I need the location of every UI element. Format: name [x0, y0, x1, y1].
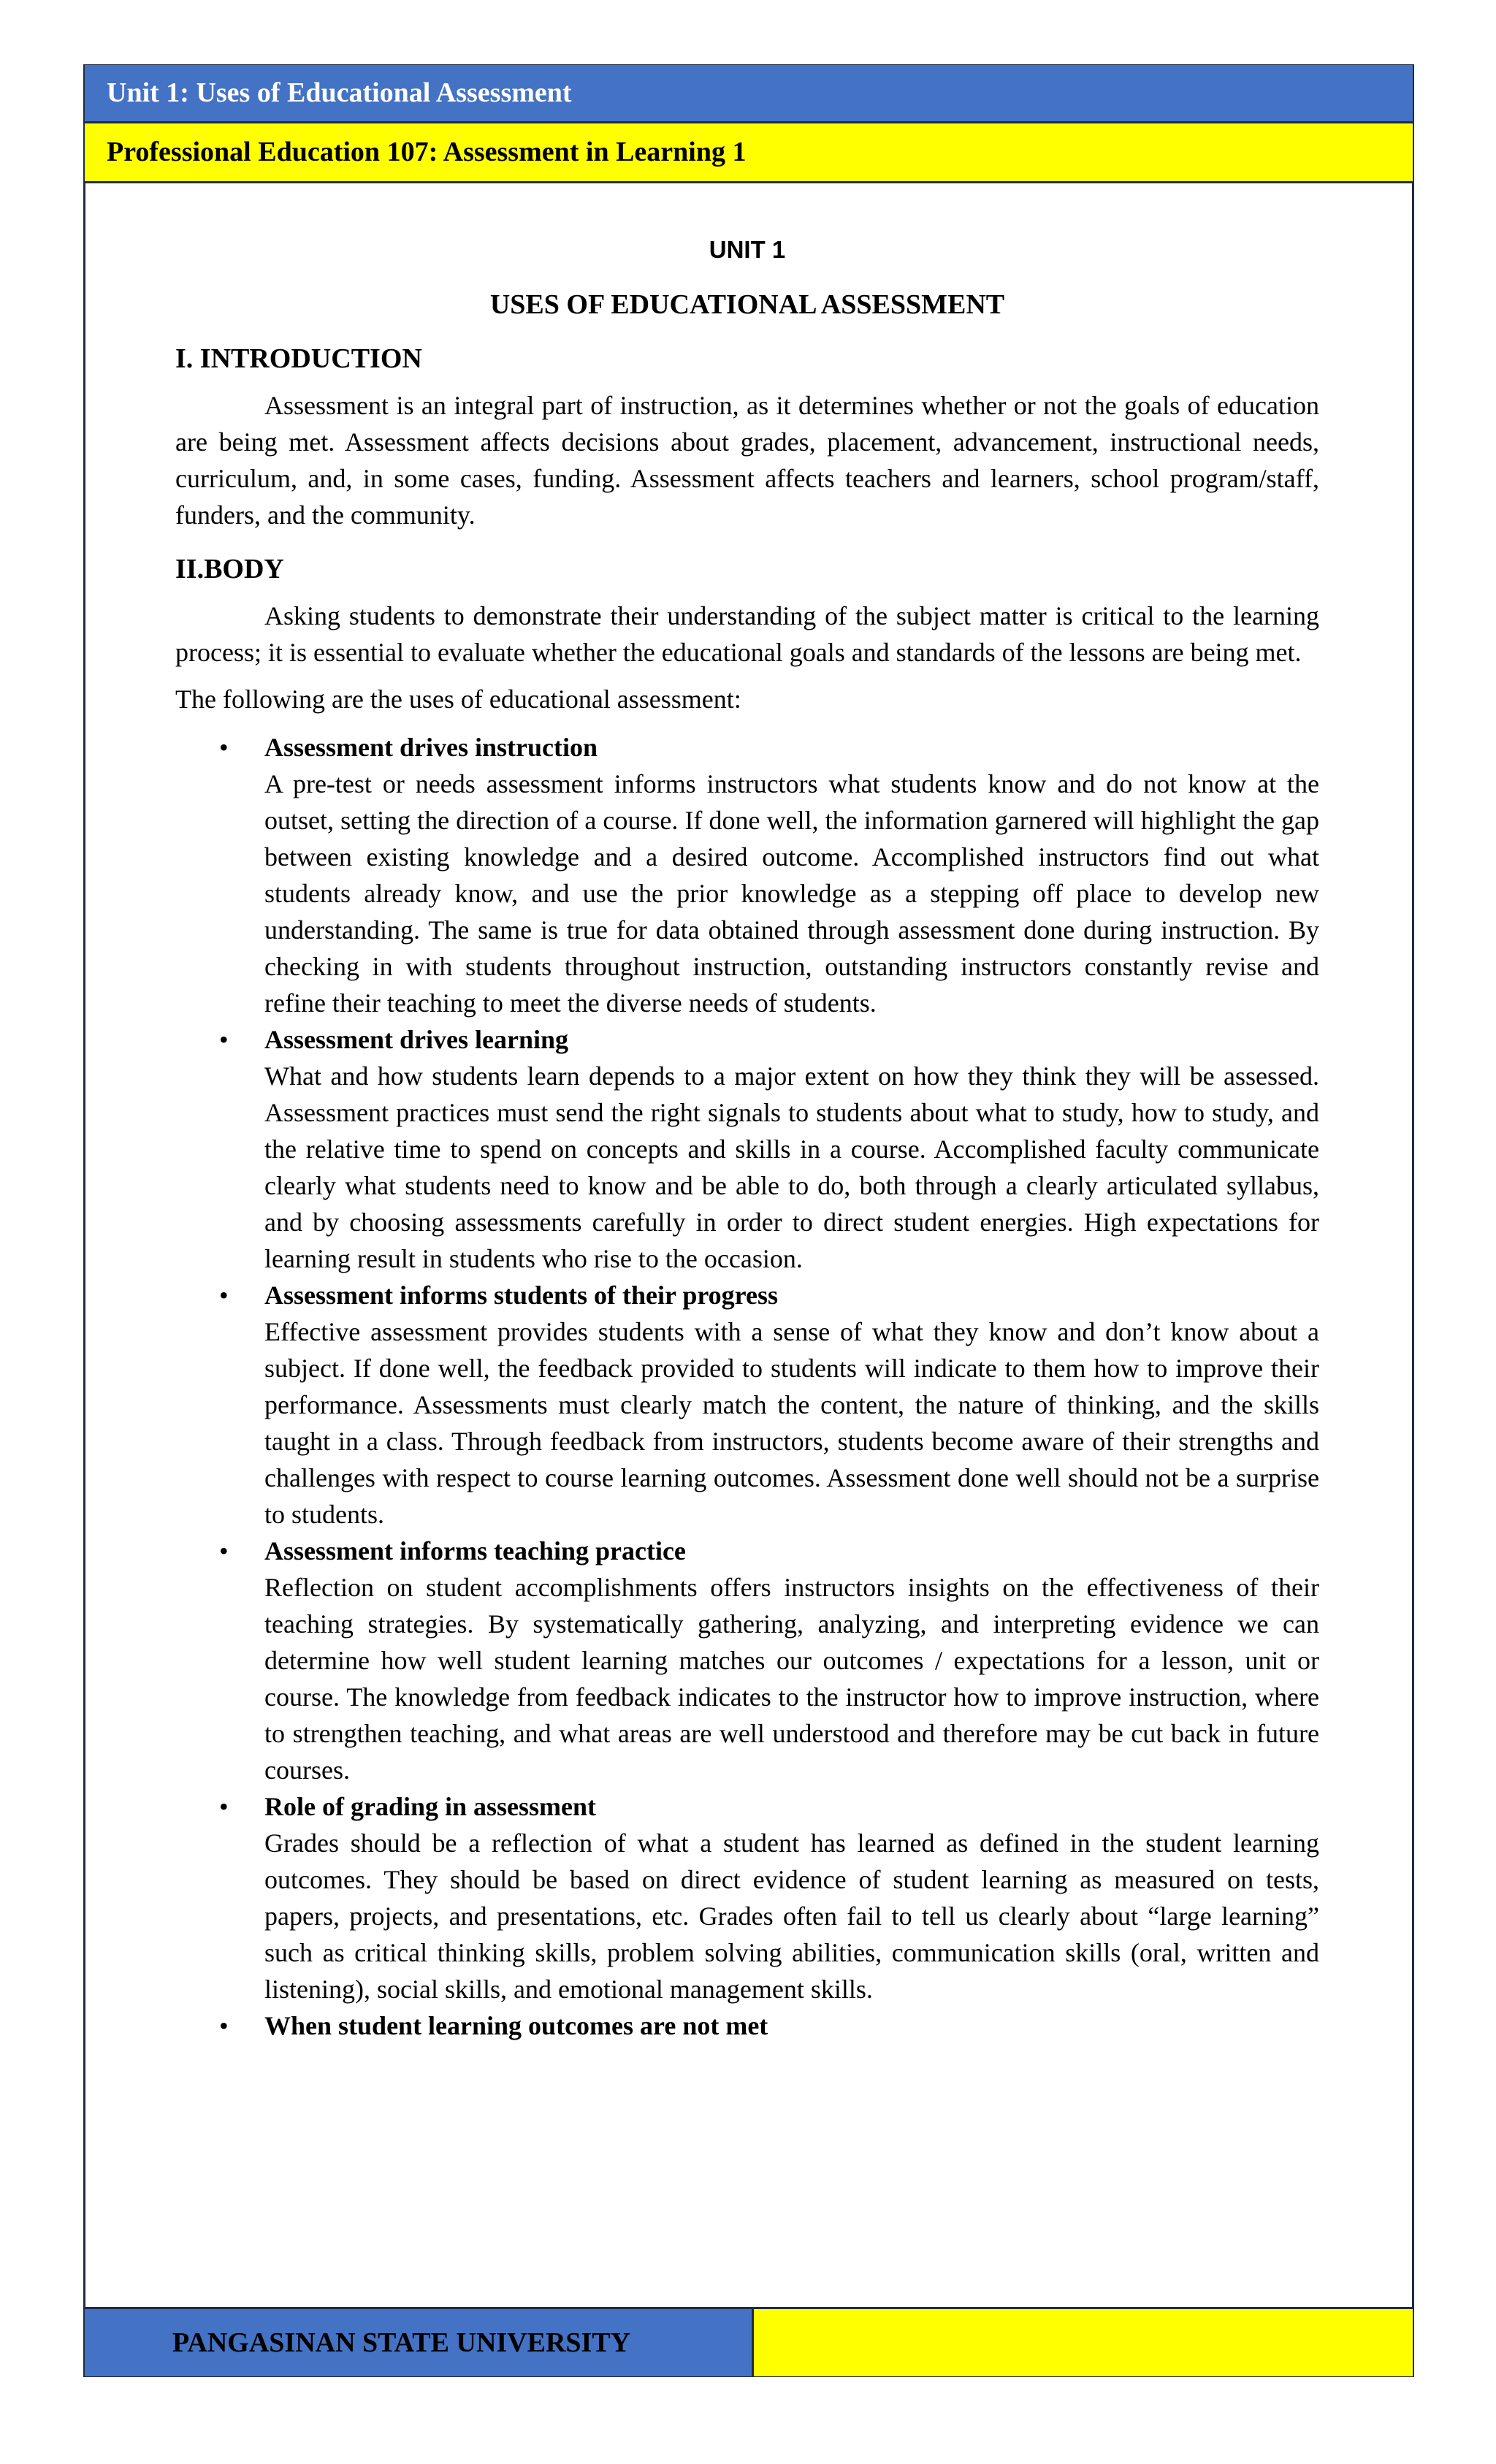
unit-number: UNIT 1	[709, 236, 786, 263]
body-paragraph: Asking students to demonstrate their understanding of the subject matter is critical to the learning process; it is essential to evaluate whether the educational goals and standards of the lessons are being met.	[175, 601, 1319, 667]
document-title: USES OF EDUCATIONAL ASSESSMENT	[489, 289, 1005, 320]
list-item	[175, 2007, 1319, 2044]
use-text: Effective assessment provides students with a sense of what they know and don’t know about a subject. If done well, the feedback provided to students will indicate to them how to improve their performance. Assessments must clearly match the content, the nature of thinking, and the skills taught in a class. Through feedback from instructors, students become aware of their strengths and challenges with respect to course learning outcomes. Assessment done well should not be a surprise to students.	[264, 1317, 1319, 1529]
uses-lead-in: The following are the uses of educational assessment:	[175, 684, 741, 714]
use-text: Reflection on student accomplishments offers instructors insights on the effectiveness of their teaching strategies. By systematically gathering, analyzing, and interpreting evidence we can determine how well student learning matches our outcomes / expectations for a lesson, unit or course. The knowledge from feedback indicates to the instructor how to improve instruction, where to strengthen teaching, and what areas are well understood and therefore may be cut back in future courses.	[264, 1573, 1319, 1785]
unit-header-label: Unit 1: Uses of Educational Assessment	[107, 77, 572, 108]
list-item	[175, 729, 1319, 1021]
footer-university-label: PANGASINAN STATE UNIVERSITY	[172, 2327, 631, 2358]
footer-highlight-bar	[754, 2307, 1413, 2376]
use-heading: • Assessment drives learning	[264, 1025, 568, 1054]
footer-university-bar	[85, 2307, 754, 2376]
use-heading: • Assessment drives instruction	[264, 733, 598, 762]
introduction-heading: I. INTRODUCTION	[175, 343, 422, 374]
use-text: A pre-test or needs assessment informs instructors what students know and do not know at the outset, setting the direction of a course. If done well, the information garnered will highlight the gap between existing knowledge and a desired outcome. Accomplished instructors find out what students already know, and use the prior knowledge as a stepping off place to develop new understanding. The same is true for data obtained through assessment done during instruction. By checking in with students throughout instruction, outstanding instructors constantly revise and refine their teaching to meet the diverse needs of students.	[264, 769, 1319, 1018]
list-item	[175, 1021, 1319, 1277]
course-header-bar	[85, 123, 1413, 183]
use-heading: • When student learning outcomes are not met	[264, 2011, 768, 2040]
list-item	[175, 1788, 1319, 2007]
body-heading: II.BODY	[175, 554, 284, 584]
document-content	[175, 219, 1319, 2044]
use-text: What and how students learn depends to a major extent on how they think they will be assessed. Assessment practices must send the right signals to students about what to study, how to study, and the relative time to spend on concepts and skills in a course. Accomplished faculty communicate clearly what students need to know and be able to do, both through a clearly articulated syllabus, and by choosing assessments carefully in order to direct student energies. High expectations for learning result in students who rise to the occasion.	[264, 1061, 1319, 1273]
introduction-text: Assessment is an integral part of instruction, as it determines whether or not the goals of education are being met. Assessment affects decisions about grades, placement, advancement, instructional needs, curriculum, and, in some cases, funding. Assessment affects teachers and learners, school program/staff, funders, and the community.	[175, 391, 1319, 530]
use-text: Grades should be a reflection of what a student has learned as defined in the student learning outcomes. They should be based on direct evidence of student learning as measured on tests, papers, projects, and presentations, etc. Grades often fail to tell us clearly about “large learning” such as critical thinking skills, problem solving abilities, communication skills (oral, written and listening), social skills, and emotional management skills.	[264, 1828, 1319, 2004]
list-item	[175, 1533, 1319, 1788]
use-heading: • Role of grading in assessment	[264, 1792, 597, 1821]
course-header-label: Professional Education 107: Assessment in Learning 1	[107, 137, 747, 167]
uses-list	[175, 729, 1319, 2044]
use-heading: • Assessment informs teaching practice	[264, 1536, 686, 1565]
unit-header-bar	[85, 65, 1413, 123]
use-heading: • Assessment informs students of their progress	[264, 1281, 779, 1310]
list-item	[175, 1277, 1319, 1533]
